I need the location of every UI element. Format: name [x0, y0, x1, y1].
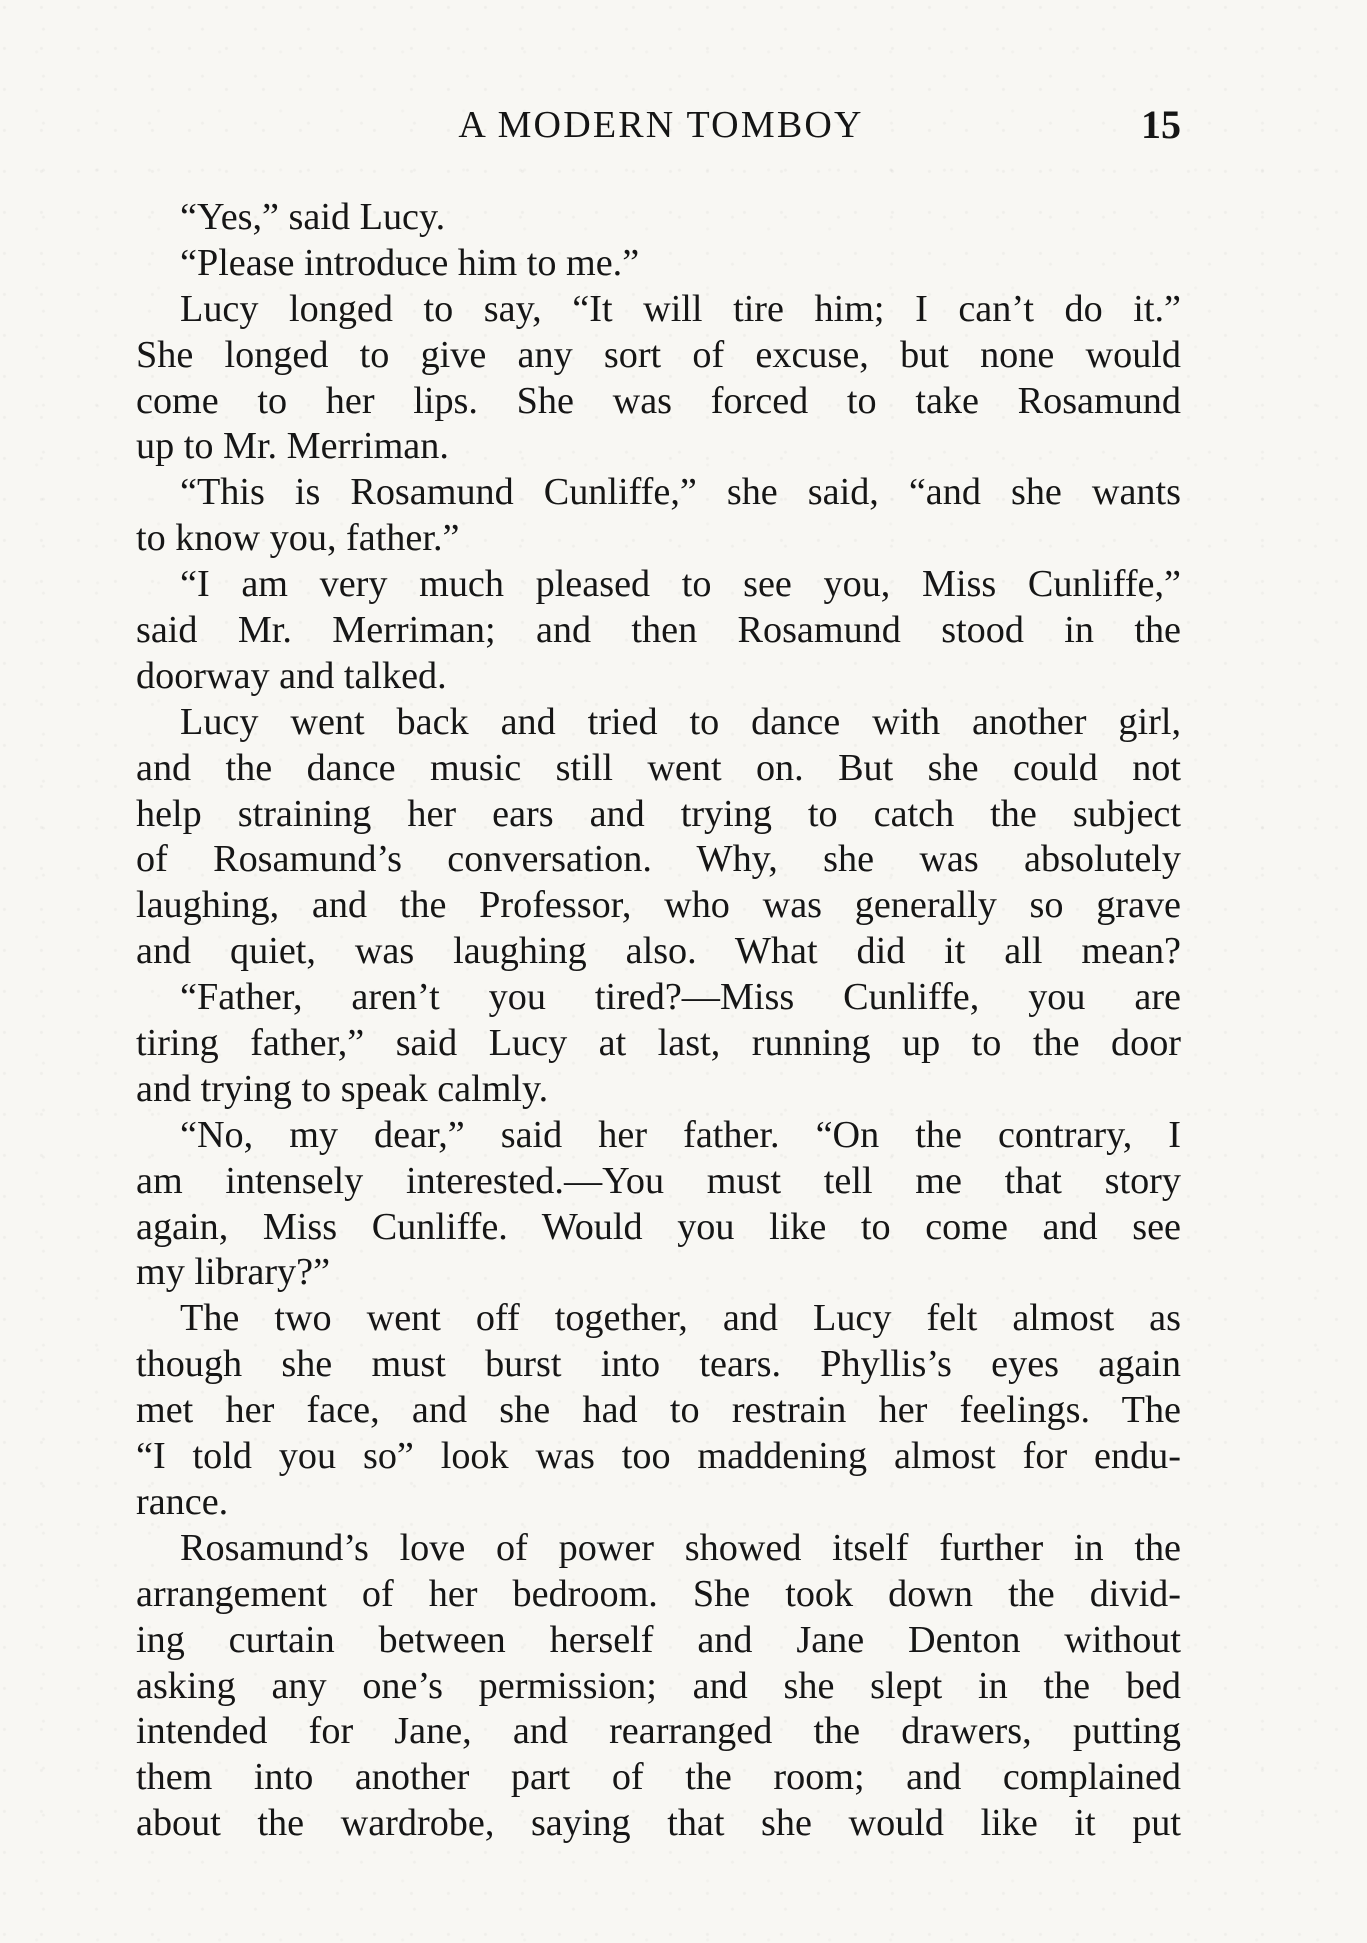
text-line: said Mr. Merriman; and then Rosamund stood in the [136, 609, 1181, 652]
text-line: again, Miss Cunliffe. Would you like to come and see [136, 1205, 1181, 1248]
text-line: of Rosamund’s conversation. Why, she was absolutely [136, 838, 1181, 881]
text-line: The two went off together, and Lucy felt almost as [180, 1297, 1181, 1340]
text-line: “Father, aren’t you tired?—Miss Cunliffe, you are [180, 976, 1181, 1019]
text-line: up to Mr. Merriman. [136, 425, 449, 468]
text-line: “This is Rosamund Cunliffe,” she said, “and she wants [180, 471, 1181, 514]
text-line: arrangement of her bedroom. She took down the divid- [136, 1572, 1181, 1615]
text-line: am intensely interested.—You must tell me that story [136, 1159, 1181, 1202]
text-line: asking any one’s permission; and she slept in the bed [136, 1664, 1181, 1707]
text-line: “No, my dear,” said her father. “On the contrary, I [180, 1113, 1181, 1156]
page-number: 15 [1141, 102, 1181, 147]
text-line: though she must burst into tears. Phyllis’s eyes again [136, 1343, 1181, 1386]
text-line: doorway and talked. [136, 654, 447, 697]
text-line: “Please introduce him to me.” [180, 241, 640, 284]
text-line: Lucy went back and tried to dance with another girl, [180, 700, 1181, 743]
text-line: tiring father,” said Lucy at last, running up to the door [136, 1022, 1181, 1065]
text-line: come to her lips. She was forced to take Rosamund [136, 379, 1181, 422]
text-line: “I told you so” look was too maddening almost for endu- [136, 1435, 1181, 1478]
text-line: Lucy longed to say, “It will tire him; I can’t do it.” [180, 287, 1181, 330]
text-line: “I am very much pleased to see you, Miss Cunliffe,” [180, 563, 1181, 606]
text-line: She longed to give any sort of excuse, but none would [136, 333, 1181, 376]
text-line: help straining her ears and trying to catch the subject [136, 792, 1181, 835]
text-line: “Yes,” said Lucy. [180, 196, 446, 238]
text-line: rance. [136, 1480, 229, 1523]
text-line: laughing, and the Professor, who was generally so grave [136, 884, 1181, 927]
text-line: Rosamund’s love of power showed itself further in the [180, 1526, 1181, 1569]
text-line: met her face, and she had to restrain her feelings. The [136, 1389, 1181, 1432]
text-line: them into another part of the room; and complained [136, 1756, 1181, 1799]
text-line: to know you, father.” [136, 517, 460, 560]
text-line: and quiet, was laughing also. What did it all mean? [136, 930, 1181, 973]
body-text [136, 195, 1181, 1847]
text-line: about the wardrobe, saying that she would like it put [136, 1802, 1181, 1845]
text-line: ing curtain between herself and Jane Denton without [136, 1618, 1181, 1661]
running-title: A MODERN TOMBOY [458, 104, 864, 146]
text-line: my library?” [136, 1251, 331, 1294]
running-header [136, 98, 1181, 152]
text-line: intended for Jane, and rearranged the drawers, putting [136, 1710, 1181, 1753]
text-line: and trying to speak calmly. [136, 1067, 549, 1110]
text-line: and the dance music still went on. But she could not [136, 746, 1181, 789]
